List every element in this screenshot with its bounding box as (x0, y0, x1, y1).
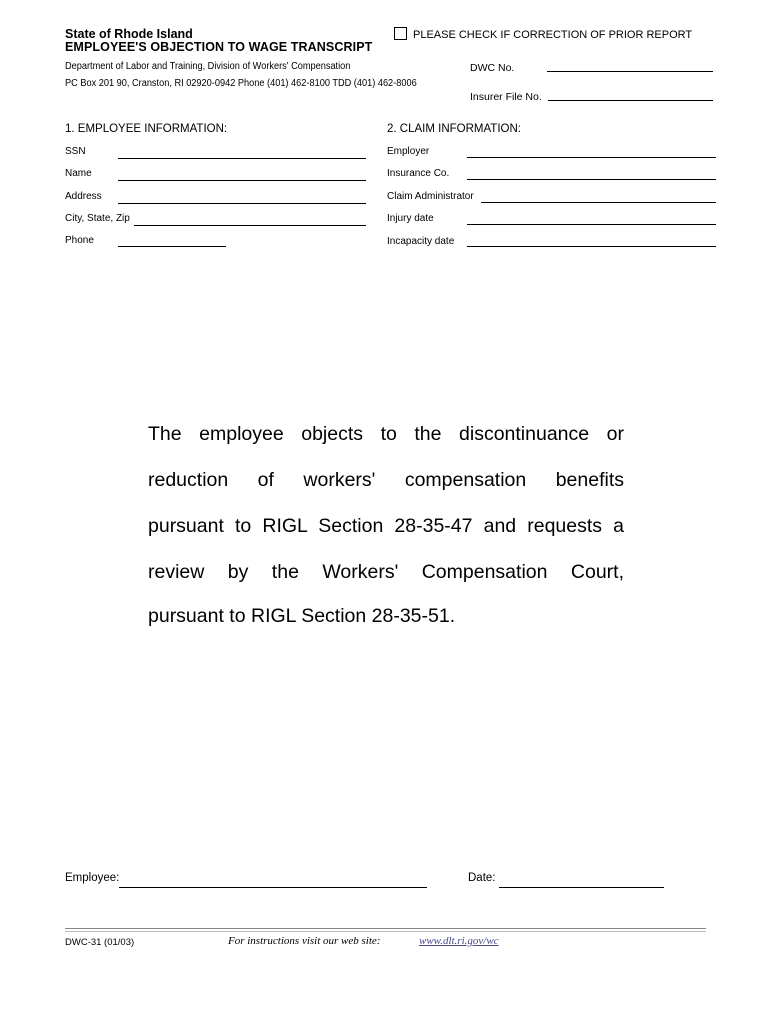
employee-signature-label: Employee: (65, 872, 120, 884)
city-state-zip-label: City, State, Zip (65, 213, 130, 224)
claim-info-heading: 2. CLAIM INFORMATION: (387, 123, 521, 135)
insurance-co-label: Insurance Co. (387, 168, 450, 179)
form-number: DWC-31 (01/03) (65, 937, 135, 948)
injury-date-field[interactable] (467, 224, 716, 225)
insurance-co-field[interactable] (467, 179, 716, 180)
date-label: Date: (468, 872, 496, 884)
statement-line-1: The employee objects to the discontinuance or (148, 423, 624, 445)
dwc-no-label: DWC No. (470, 62, 515, 74)
website-link[interactable]: www.dlt.ri.gov/wc (419, 935, 499, 947)
incapacity-date-field[interactable] (467, 246, 716, 247)
employer-label: Employer (387, 146, 430, 157)
address-field[interactable] (118, 203, 366, 204)
statement-line-4: review by the Workers' Compensation Court, (148, 561, 624, 583)
claim-administrator-label: Claim Administrator (387, 191, 474, 202)
statement-line-5: pursuant to RIGL Section 28-35-51. (148, 605, 456, 627)
name-label: Name (65, 168, 92, 179)
city-state-zip-field[interactable] (134, 225, 366, 226)
department-name: Department of Labor and Training, Division of Workers' Compensation (65, 61, 351, 72)
employee-info-heading: 1. EMPLOYEE INFORMATION: (65, 123, 228, 135)
statement-line-3: pursuant to RIGL Section 28-35-47 and requests a (148, 515, 624, 537)
correction-checkbox[interactable] (394, 27, 407, 40)
form-title: EMPLOYEE'S OBJECTION TO WAGE TRANSCRIPT (65, 40, 373, 54)
footer-instructions: For instructions visit our web site: (228, 935, 381, 947)
ssn-field[interactable] (118, 158, 366, 159)
correction-checkbox-label: PLEASE CHECK IF CORRECTION OF PRIOR REPORT (413, 29, 693, 41)
phone-label: Phone (65, 235, 94, 246)
dwc-no-field[interactable] (547, 71, 713, 72)
footer-divider (65, 928, 706, 932)
employee-signature-field[interactable] (119, 887, 427, 888)
employer-field[interactable] (467, 157, 716, 158)
address-label: Address (65, 191, 102, 202)
department-address: PC Box 201 90, Cranston, RI 02920-0942 Phone (401) 462-8100 TDD (401) 462-8006 (65, 78, 417, 89)
state-name: State of Rhode Island (65, 27, 193, 41)
insurer-file-label: Insurer File No. (470, 91, 542, 103)
injury-date-label: Injury date (387, 213, 434, 224)
incapacity-date-label: Incapacity date (387, 236, 455, 247)
ssn-label: SSN (65, 146, 86, 157)
insurer-file-field[interactable] (548, 100, 713, 101)
statement-line-2: reduction of workers' compensation benefits (148, 469, 624, 491)
claim-administrator-field[interactable] (481, 202, 716, 203)
phone-field[interactable] (118, 246, 226, 247)
date-field[interactable] (499, 887, 664, 888)
name-field[interactable] (118, 180, 366, 181)
